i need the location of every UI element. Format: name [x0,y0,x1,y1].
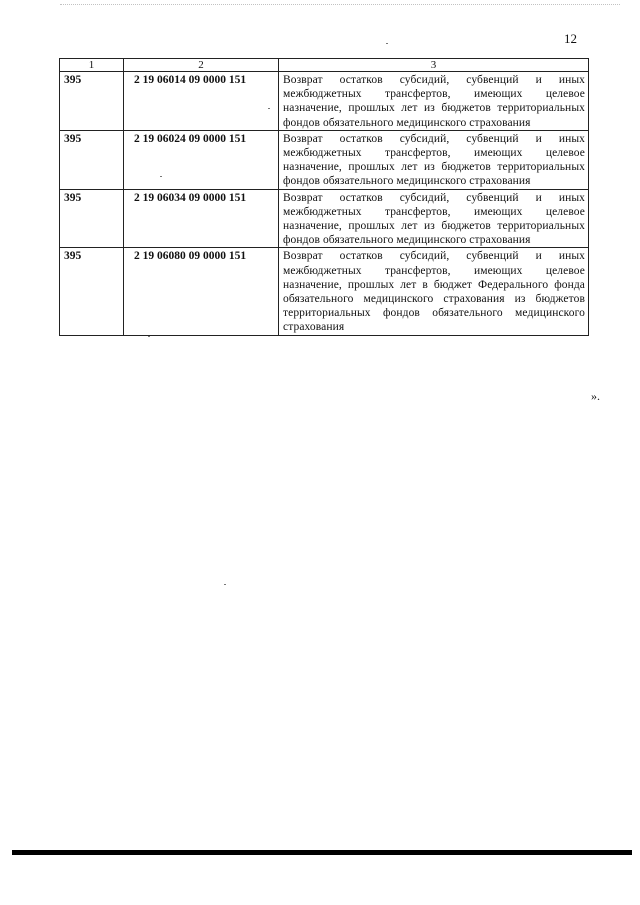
admin-code-cell: 395 [60,189,124,248]
column-header-3: 3 [279,59,589,72]
closing-quote-mark: ». [591,389,600,403]
scan-edge-noise [60,4,620,9]
table-row [60,130,589,189]
description-cell: Возврат остатков субсидий, субвенций и иных межбюджетных трансфертов, имеющих целевое назначение, прошлых лет в бюджет Федерального фонда обязательного медицинского страхования из бюджетов территориальных фондов обязательного медицинского страхования [279,248,589,335]
page-number: 12 [564,31,577,46]
admin-code-cell: 395 [60,130,124,189]
scan-speck [386,43,388,44]
budget-codes-table [59,58,589,336]
description-cell: Возврат остатков субсидий, субвенций и иных межбюджетных трансфертов, имеющих целевое назначение, прошлых лет из бюджетов территориальных фондов обязательного медицинского страхования [279,189,589,248]
column-header-1: 1 [60,59,124,72]
footer-rule [12,850,632,855]
admin-code-cell: 395 [60,248,124,335]
table-row [60,72,589,131]
admin-code-cell: 395 [60,72,124,131]
scan-speck [268,108,270,109]
scan-speck [148,336,150,337]
description-cell: Возврат остатков субсидий, субвенций и иных межбюджетных трансфертов, имеющих целевое назначение, прошлых лет из бюджетов территориальных фондов обязательного медицинского страхования [279,72,589,131]
budget-code-cell: 2 19 06014 09 0000 151 [124,72,279,131]
description-cell: Возврат остатков субсидий, субвенций и иных межбюджетных трансфертов, имеющих целевое назначение, прошлых лет из бюджетов территориальных фондов обязательного медицинского страхования [279,130,589,189]
budget-code-cell: 2 19 06024 09 0000 151 [124,130,279,189]
table-row [60,248,589,335]
budget-code-cell: 2 19 06034 09 0000 151 [124,189,279,248]
scan-speck [160,176,162,177]
budget-code-cell: 2 19 06080 09 0000 151 [124,248,279,335]
column-header-2: 2 [124,59,279,72]
table-row [60,189,589,248]
table-header-row [60,59,589,72]
scan-speck [224,584,226,585]
